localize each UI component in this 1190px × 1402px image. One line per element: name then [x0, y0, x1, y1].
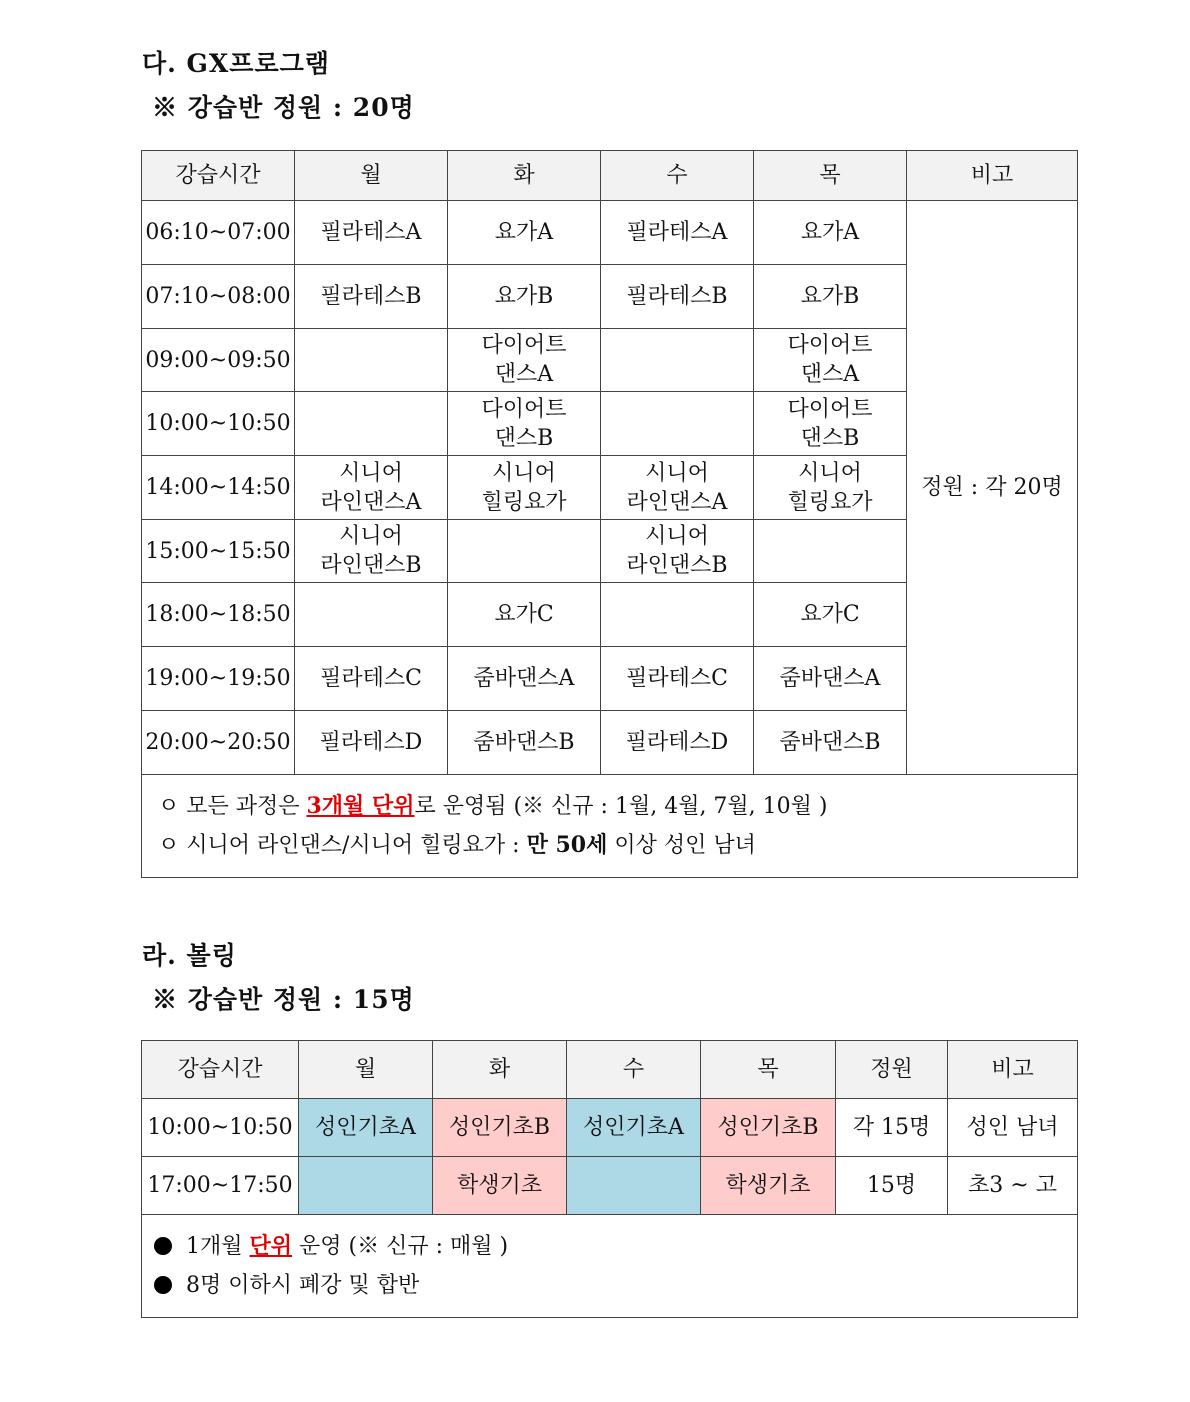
class-cell — [448, 392, 601, 456]
class-cell: 요가A — [448, 201, 601, 265]
class-line: 라인댄스A — [626, 489, 728, 515]
bullet-icon — [154, 1276, 172, 1294]
class-line: 시니어 — [645, 524, 709, 549]
header-mon: 월 — [299, 1041, 433, 1099]
class-cell: 성인기초B — [433, 1099, 567, 1157]
notes-cell — [142, 1215, 1078, 1318]
class-cell: 요가A — [754, 201, 907, 265]
gx-capacity: ※ 강습반 정원 : 20명 — [152, 93, 415, 122]
class-cell — [754, 520, 907, 583]
gx-heading: 다. GX프로그램 — [142, 49, 330, 78]
table-row — [142, 1157, 1078, 1215]
class-cell — [295, 392, 448, 456]
header-remark: 비고 — [907, 151, 1078, 201]
class-line: 다이어트 — [787, 333, 873, 358]
note-text: ㅇ 모든 과정은 — [158, 794, 307, 819]
class-cell — [299, 1157, 433, 1215]
class-cell — [754, 456, 907, 520]
class-cell — [754, 392, 907, 456]
class-cell: 요가C — [448, 583, 601, 647]
note-text: 8명 이하시 폐강 및 합반 — [186, 1273, 420, 1298]
class-line: 시니어 — [798, 460, 862, 486]
class-cell: 성인기초A — [567, 1099, 701, 1157]
time-cell: 09:00~09:50 — [142, 329, 295, 392]
header-capacity: 정원 — [836, 1041, 948, 1099]
class-cell: 필라테스B — [601, 265, 754, 329]
class-cell — [601, 456, 754, 520]
header-wed: 수 — [601, 151, 754, 201]
note-highlight: 단위 — [249, 1233, 293, 1259]
class-line: 시니어 — [645, 460, 709, 486]
class-cell: 필라테스B — [295, 265, 448, 329]
time-cell: 07:10~08:00 — [142, 265, 295, 329]
note-term — [158, 787, 1077, 826]
class-line: 시니어 — [339, 524, 403, 549]
bowling-capacity: ※ 강습반 정원 : 15명 — [152, 985, 415, 1014]
class-cell: 요가C — [754, 583, 907, 647]
class-cell — [448, 520, 601, 583]
gx-schedule-table — [141, 150, 1078, 878]
class-line: 라인댄스A — [320, 489, 422, 515]
class-line: 댄스B — [494, 425, 554, 451]
class-cell — [295, 520, 448, 583]
bowling-schedule-table — [141, 1040, 1078, 1318]
class-line: 시니어 — [339, 460, 403, 486]
class-cell — [601, 392, 754, 456]
time-cell: 06:10~07:00 — [142, 201, 295, 265]
class-cell: 요가B — [754, 265, 907, 329]
class-cell: 필라테스D — [295, 711, 448, 775]
note-cancel — [154, 1266, 1077, 1305]
time-cell: 14:00~14:50 — [142, 456, 295, 520]
class-cell: 필라테스C — [295, 647, 448, 711]
class-line: 라인댄스B — [320, 553, 422, 578]
class-cell: 성인기초B — [701, 1099, 836, 1157]
note-text: ㅇ 시니어 라인댄스/시니어 힐링요가 : — [158, 833, 527, 858]
class-cell: 필라테스C — [601, 647, 754, 711]
header-thu: 목 — [754, 151, 907, 201]
time-cell: 17:00~17:50 — [142, 1157, 299, 1215]
class-cell — [448, 456, 601, 520]
class-line: 댄스A — [494, 362, 554, 387]
class-cell: 요가B — [448, 265, 601, 329]
header-mon: 월 — [295, 151, 448, 201]
class-cell — [295, 456, 448, 520]
class-line: 댄스B — [800, 425, 860, 451]
time-cell: 19:00~19:50 — [142, 647, 295, 711]
class-line: 댄스A — [800, 362, 860, 387]
class-line: 다이어트 — [481, 396, 567, 422]
class-cell: 성인기초A — [299, 1099, 433, 1157]
note-text: 로 운영됨 (※ 신규 : 1월, 4월, 7월, 10월 ) — [414, 794, 828, 819]
class-cell: 필라테스A — [601, 201, 754, 265]
class-cell: 줌바댄스A — [448, 647, 601, 711]
note-text: 이상 성인 남녀 — [607, 833, 756, 858]
time-cell: 10:00~10:50 — [142, 392, 295, 456]
bowling-heading: 라. 볼링 — [142, 941, 237, 970]
time-cell: 10:00~10:50 — [142, 1099, 299, 1157]
class-cell: 학생기초 — [701, 1157, 836, 1215]
class-cell: 학생기초 — [433, 1157, 567, 1215]
note-term — [154, 1227, 1077, 1266]
remark-cell: 성인 남녀 — [948, 1099, 1078, 1157]
note-senior — [158, 826, 1077, 865]
note-text: 1개월 — [186, 1234, 250, 1259]
note-highlight: 3개월 단위 — [306, 793, 415, 819]
header-thu: 목 — [701, 1041, 836, 1099]
class-cell — [448, 329, 601, 392]
notes-row — [142, 775, 1078, 878]
class-cell: 줌바댄스A — [754, 647, 907, 711]
note-bold: 만 50세 — [526, 832, 608, 858]
time-cell: 15:00~15:50 — [142, 520, 295, 583]
class-line: 힐링요가 — [787, 489, 873, 515]
class-cell: 필라테스D — [601, 711, 754, 775]
notes-row — [142, 1215, 1078, 1318]
table-row — [142, 1099, 1078, 1157]
class-cell: 필라테스A — [295, 201, 448, 265]
class-line: 라인댄스B — [626, 553, 728, 578]
class-cell: 줌바댄스B — [754, 711, 907, 775]
class-cell — [601, 329, 754, 392]
class-cell — [295, 583, 448, 647]
class-line: 시니어 — [492, 460, 556, 486]
capacity-cell: 각 15명 — [836, 1099, 948, 1157]
header-time: 강습시간 — [142, 1041, 299, 1099]
remark-cell: 초3 ~ 고 — [948, 1157, 1078, 1215]
table-header-row — [142, 151, 1078, 201]
table-header-row — [142, 1041, 1078, 1099]
header-wed: 수 — [567, 1041, 701, 1099]
class-cell — [601, 583, 754, 647]
time-cell: 20:00~20:50 — [142, 711, 295, 775]
class-cell — [754, 329, 907, 392]
class-cell — [567, 1157, 701, 1215]
remark-cell: 정원 : 각 20명 — [907, 201, 1078, 775]
notes-cell — [142, 775, 1078, 878]
table-row — [142, 201, 1078, 265]
header-tue: 화 — [433, 1041, 567, 1099]
time-cell: 18:00~18:50 — [142, 583, 295, 647]
capacity-cell: 15명 — [836, 1157, 948, 1215]
header-remark: 비고 — [948, 1041, 1078, 1099]
header-tue: 화 — [448, 151, 601, 201]
note-text: 운영 (※ 신규 : 매월 ) — [292, 1234, 509, 1259]
class-cell: 줌바댄스B — [448, 711, 601, 775]
class-line: 다이어트 — [481, 333, 567, 358]
class-cell — [295, 329, 448, 392]
class-line: 다이어트 — [787, 396, 873, 422]
header-time: 강습시간 — [142, 151, 295, 201]
bullet-icon — [154, 1237, 172, 1255]
class-cell — [601, 520, 754, 583]
class-line: 힐링요가 — [481, 489, 567, 515]
